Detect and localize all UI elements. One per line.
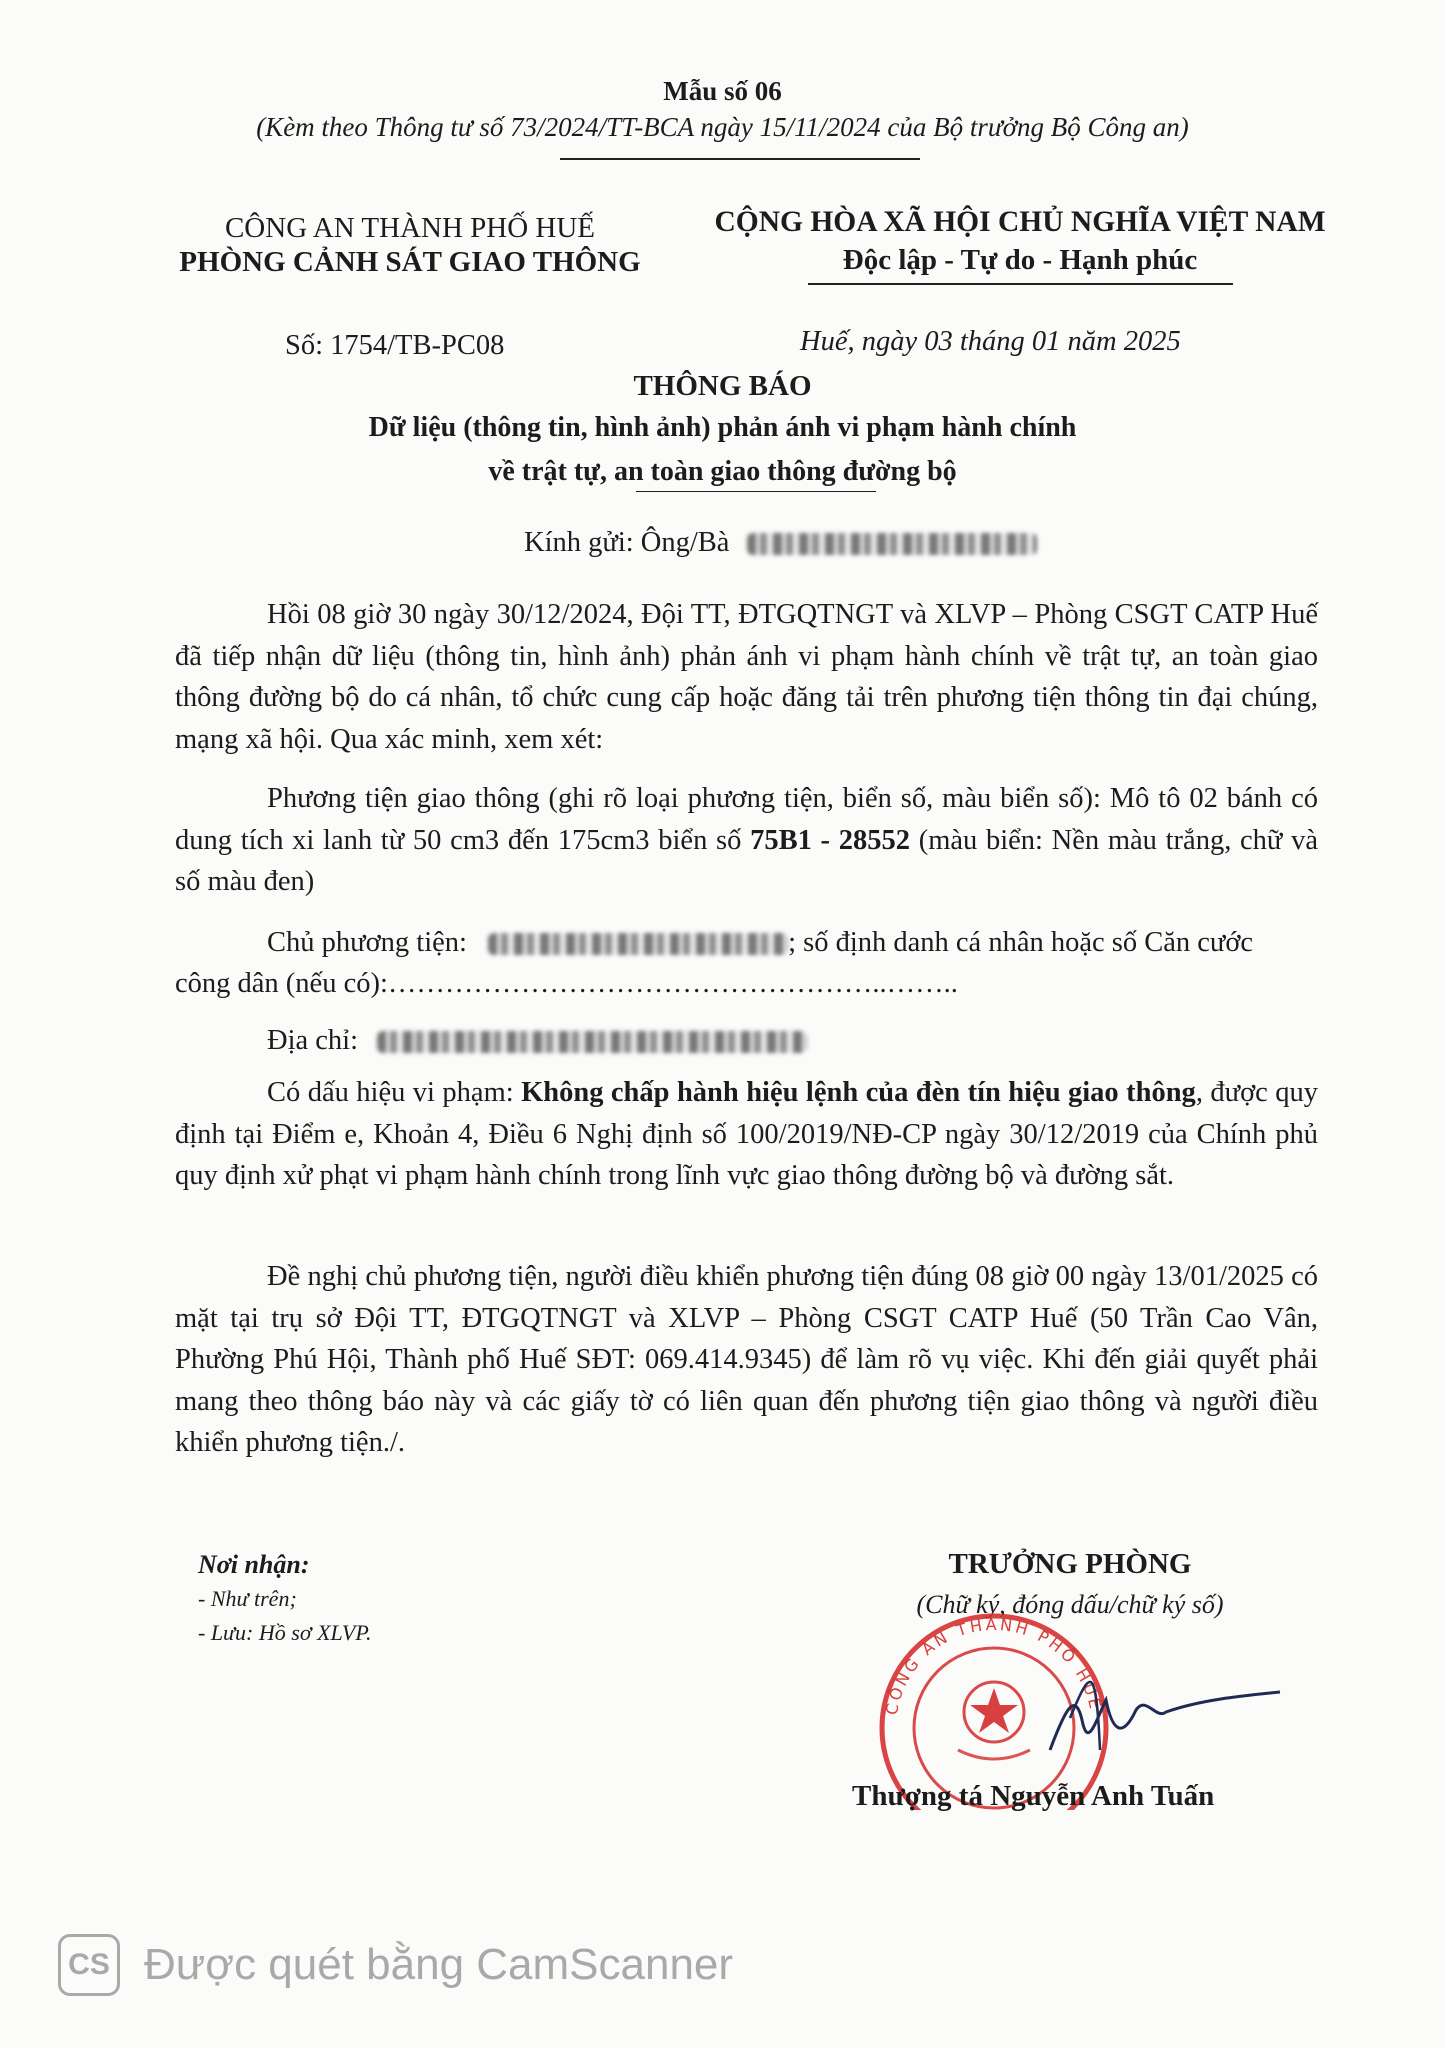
signer-position: TRƯỞNG PHÒNG <box>948 1548 1192 1580</box>
signer-name: Thượng tá Nguyễn Anh Tuấn <box>852 1780 1215 1812</box>
paragraph-receipt <box>175 594 1318 760</box>
recipient-label: Kính gửi: Ông/Bà <box>524 527 730 558</box>
camscanner-logo: CS <box>58 1934 120 1996</box>
official-seal-icon <box>860 1600 1300 1810</box>
paragraph-receipt-text: Hồi 08 giờ 30 ngày 30/12/2024, Đội TT, ĐTGQTNGT và XLVP – Phòng CSGT CATP Huế đã tiếp nhận dữ liệu (thông tin, hình ảnh) phản ánh vi phạm hành chính về trật tự, an toàn giao thông đường bộ do cá nhân, tổ chức cung cấp hoặc đăng tải trên phương tiện thông tin đại chúng, mạng xã hội. Qua xác minh, xem xét: <box>175 599 1318 755</box>
owner-id-label: ; số định danh cá nhân hoặc số Căn cước <box>788 927 1254 958</box>
redacted-owner <box>488 933 788 955</box>
document-title: THÔNG BÁO <box>633 370 812 402</box>
owner-id-line: công dân (nếu có):……………………………………………..…….. <box>175 968 958 999</box>
document-subject-line1: Dữ liệu (thông tin, hình ảnh) phản ánh vi phạm hành chính <box>368 412 1077 443</box>
recipient-item: - Lưu: Hồ sơ XLVP. <box>198 1620 372 1645</box>
paragraph-request <box>175 1256 1318 1464</box>
agency-name: PHÒNG CẢNH SÁT GIAO THÔNG <box>179 246 641 278</box>
document-number: Số: 1754/TB-PC08 <box>285 330 505 361</box>
paragraph-vehicle <box>175 778 1318 903</box>
recipients-label: Nơi nhận: <box>198 1550 310 1579</box>
redacted-name <box>747 533 1037 555</box>
plate-number: 75B1 - 28552 <box>750 824 910 856</box>
divider <box>636 491 876 492</box>
vehicle-text: Phương tiện giao thông (ghi rõ loại phương tiện, biển số, màu biển số): Mô tô 02 bánh có dung tích xi lanh từ 50 cm3 đến 175cm3 biển số <box>175 783 1318 856</box>
document-subject-line2: về trật tự, an toàn giao thông đường bộ <box>488 456 957 487</box>
owner-line <box>267 922 1253 963</box>
scanner-watermark: Được quét bằng CamScanner <box>144 1940 734 1989</box>
divider <box>808 283 1233 285</box>
svg-text:CÔNG AN THÀNH PHỐ HUẾ: CÔNG AN THÀNH PHỐ HUẾ <box>881 1614 1106 1717</box>
violation-description: Không chấp hành hiệu lệnh của đèn tín hiệu giao thông <box>521 1077 1196 1108</box>
nation-motto: Độc lập - Tự do - Hạnh phúc <box>842 244 1198 276</box>
address-line <box>267 1020 807 1061</box>
recipient-line <box>524 522 1037 563</box>
plate-color-text: (màu biển: Nền màu trắng, chữ và số màu đen) <box>175 824 1318 897</box>
form-number: Mẫu số 06 <box>663 76 782 106</box>
nation-title: CỘNG HÒA XÃ HỘI CHỦ NGHĨA VIỆT NAM <box>714 206 1326 238</box>
owner-label: Chủ phương tiện: <box>267 927 467 958</box>
divider <box>560 158 920 160</box>
place-date: Huế, ngày 03 tháng 01 năm 2025 <box>800 326 1181 357</box>
paragraph-violation <box>175 1072 1318 1197</box>
agency-parent: CÔNG AN THÀNH PHỐ HUẾ <box>224 212 596 244</box>
violation-legal-basis: , được quy định tại Điểm e, Khoản 4, Điều 6 Nghị định số 100/2019/NĐ-CP ngày 30/12/2019 của Chính phủ quy định xử phạt vi phạm hành chính trong lĩnh vực giao thông đường bộ và đường sắt. <box>175 1077 1318 1191</box>
signature-note: (Chữ ký, đóng dấu/chữ ký số) <box>916 1590 1224 1619</box>
address-label: Địa chỉ: <box>267 1025 359 1056</box>
violation-label: Có dấu hiệu vi phạm: <box>267 1077 522 1108</box>
form-reference: (Kèm theo Thông tư số 73/2024/TT-BCA ngày 15/11/2024 của Bộ trưởng Bộ Công an) <box>256 112 1189 142</box>
redacted-address <box>377 1031 807 1053</box>
paragraph-request-text: Đề nghị chủ phương tiện, người điều khiển phương tiện đúng 08 giờ 00 ngày 13/01/2025 có mặt tại trụ sở Đội TT, ĐTGQTNGT và XLVP – Phòng CSGT CATP Huế (50 Trần Cao Vân, Phường Phú Hội, Thành phố Huế SĐT: 069.414.9345) để làm rõ vụ việc. Khi đến giải quyết phải mang theo thông báo này và các giấy tờ có liên quan đến phương tiện giao thông và người điều khiển phương tiện./. <box>175 1261 1318 1458</box>
recipient-item: - Như trên; <box>198 1586 297 1611</box>
